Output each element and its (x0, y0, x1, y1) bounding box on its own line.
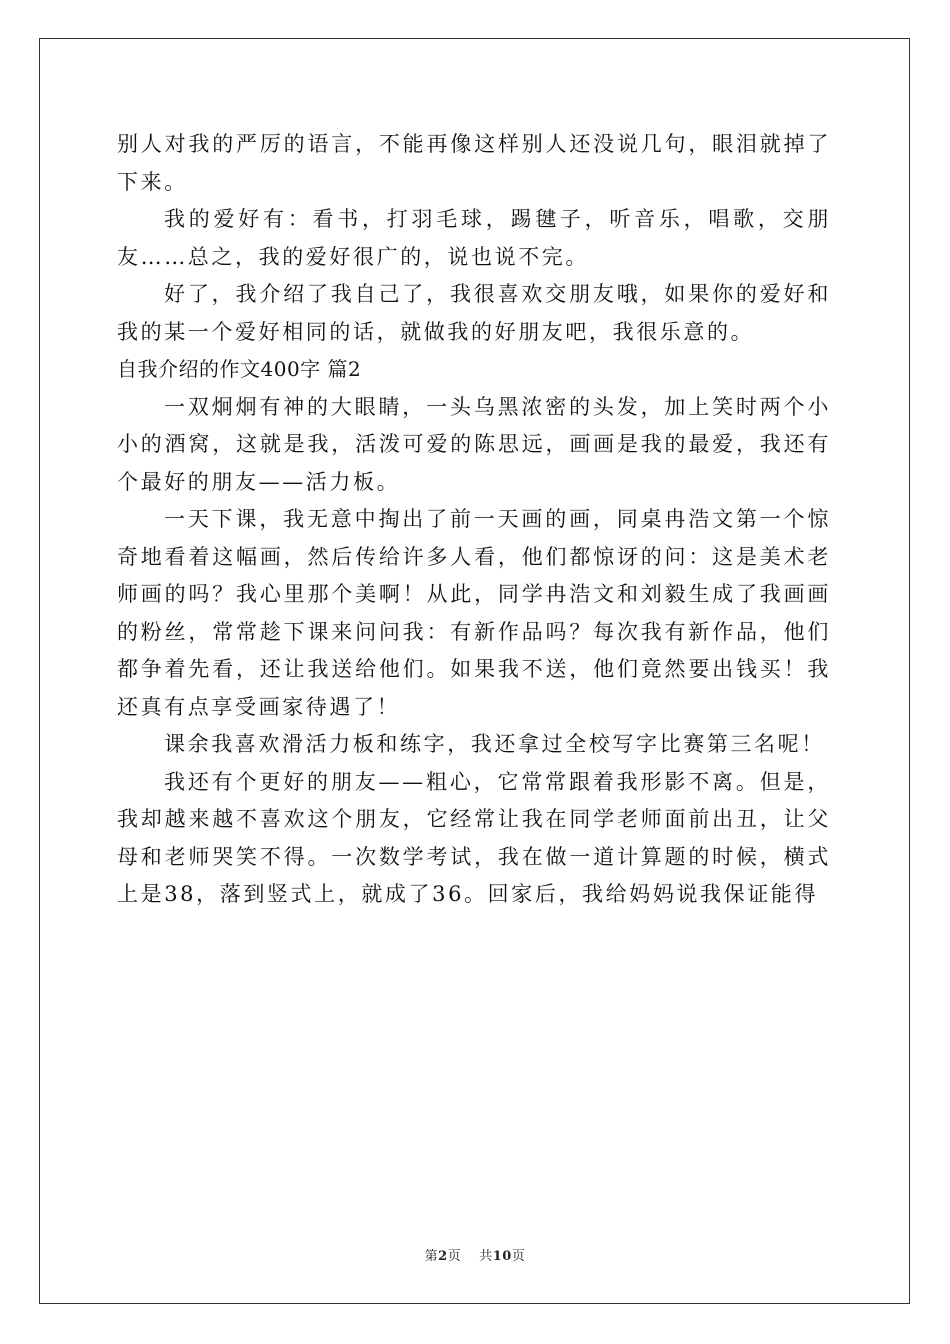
document-body (117, 126, 831, 914)
paragraph-closing: 好了，我介绍了我自己了，我很喜欢交朋友哦，如果你的爱好和我的某一个爱好相同的话，就做我的好朋友吧，我很乐意的。 (117, 282, 831, 344)
total-pages: 10 (492, 1249, 512, 1264)
page-footer (0, 1245, 950, 1264)
page-number: 2 (438, 1249, 448, 1264)
paragraph-intro: 一双炯炯有神的大眼睛，一头乌黑浓密的头发，加上笑时两个小小的酒窝，这就是我，活泼可爱的陈思远，画画是我的最爱，我还有个最好的朋友——活力板。 (117, 394, 831, 494)
paragraph-continuation: 别人对我的严厉的语言，不能再像这样别人还没说几句，眼泪就掉了下来。 (117, 132, 831, 194)
page-prefix: 第 (424, 1249, 439, 1264)
paragraph-careless: 我还有个更好的朋友——粗心，它常常跟着我形影不离。但是，我却越来越不喜欢这个朋友，它经常让我在同学老师面前出丑，让父母和老师哭笑不得。一次数学考试，我在做一道计算题的时候，横式上是38，落到竖式上，就成了36。回家后，我给妈妈说我保证能得 (117, 769, 831, 906)
page-suffix: 页 (447, 1249, 462, 1264)
total-suffix: 页 (511, 1249, 526, 1264)
paragraph-hobbies: 我的爱好有：看书，打羽毛球，踢毽子，听音乐，唱歌，交朋友……总之，我的爱好很广的，说也说不完。 (117, 207, 831, 269)
paragraph-after-class: 课余我喜欢滑活力板和练字，我还拿过全校写字比赛第三名呢！ (164, 732, 825, 756)
paragraph-drawing-story: 一天下课，我无意中掏出了前一天画的画，同桌冉浩文第一个惊奇地看着这幅画，然后传给许多人看，他们都惊讶的问：这是美术老师画的吗？我心里那个美啊！从此，同学冉浩文和刘毅生成了我画画的粉丝，常常趁下课来问问我：有新作品吗？每次我有新作品，他们都争着先看，还让我送给他们。如果我不送，他们竟然要出钱买！我还真有点享受画家待遇了！ (117, 507, 831, 719)
section-heading: 自我介绍的作文400字 篇2 (117, 357, 362, 381)
total-prefix: 共 (479, 1249, 493, 1264)
